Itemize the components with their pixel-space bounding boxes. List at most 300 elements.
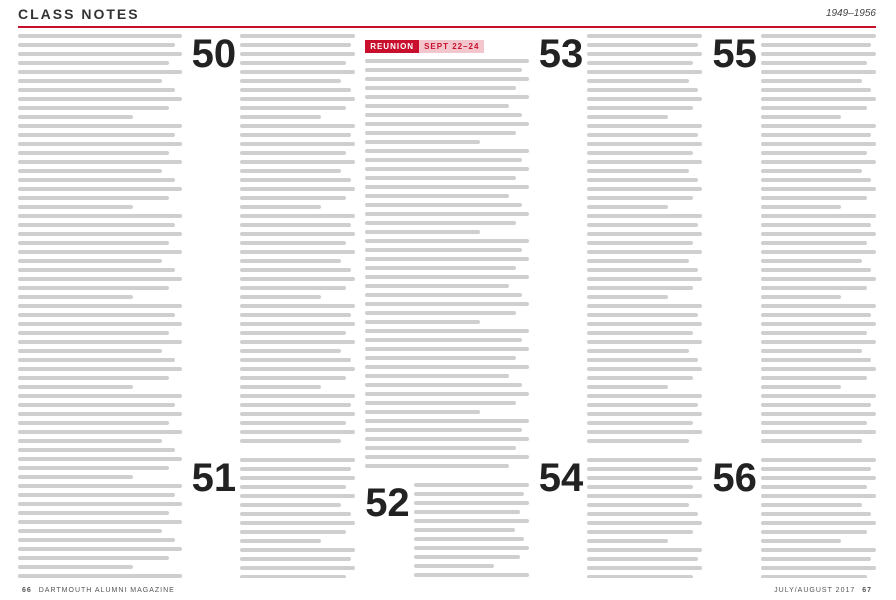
text-line xyxy=(365,401,516,405)
text-line xyxy=(587,178,697,182)
text-line xyxy=(414,537,524,541)
text-line xyxy=(587,304,702,308)
text-line xyxy=(240,331,346,335)
text-line xyxy=(18,304,182,308)
text-line xyxy=(587,403,697,407)
text-line xyxy=(414,546,529,550)
text-line xyxy=(414,519,529,523)
text-line xyxy=(587,503,688,507)
text-line xyxy=(761,512,871,516)
text-line xyxy=(761,331,867,335)
text-line xyxy=(18,430,182,434)
text-line xyxy=(18,97,182,101)
class-entry xyxy=(539,34,703,448)
text-line xyxy=(761,403,871,407)
text-line xyxy=(587,268,697,272)
text-line xyxy=(761,494,876,498)
text-line xyxy=(18,394,182,398)
text-line xyxy=(240,259,341,263)
section-title: CLASS NOTES xyxy=(18,6,140,22)
text-line xyxy=(365,176,516,180)
text-line xyxy=(587,394,702,398)
text-line xyxy=(365,221,516,225)
text-line xyxy=(761,376,867,380)
text-line xyxy=(240,439,341,443)
text-line xyxy=(18,259,162,263)
text-line xyxy=(240,512,350,516)
text-line xyxy=(587,566,702,570)
text-line xyxy=(240,97,355,101)
text-line xyxy=(240,521,355,525)
text-line xyxy=(761,421,867,425)
text-line xyxy=(365,374,509,378)
text-line xyxy=(365,293,522,297)
text-line xyxy=(240,160,355,164)
text-line xyxy=(761,223,871,227)
text-line xyxy=(365,113,522,117)
text-line xyxy=(587,539,668,543)
text-line xyxy=(18,151,169,155)
text-line xyxy=(414,528,515,532)
text-line xyxy=(18,412,182,416)
text-line xyxy=(414,501,529,505)
text-line xyxy=(240,241,346,245)
text-line xyxy=(240,322,355,326)
text-line xyxy=(240,187,355,191)
text-line xyxy=(365,158,522,162)
text-line xyxy=(18,187,182,191)
text-line xyxy=(365,59,529,63)
text-line xyxy=(18,385,133,389)
text-line xyxy=(240,358,350,362)
text-line xyxy=(761,178,871,182)
header-rule xyxy=(18,26,876,28)
text-line xyxy=(587,476,702,480)
text-line xyxy=(240,575,346,578)
text-line xyxy=(414,555,520,559)
text-line xyxy=(240,412,355,416)
text-line xyxy=(587,223,697,227)
text-line xyxy=(240,34,355,38)
text-line xyxy=(365,338,522,342)
text-line xyxy=(587,494,702,498)
text-line xyxy=(18,286,169,290)
text-line xyxy=(365,437,529,441)
text-line xyxy=(365,302,529,306)
text-line xyxy=(761,97,876,101)
text-line xyxy=(18,232,182,236)
text-line xyxy=(761,52,876,56)
text-line xyxy=(761,467,871,471)
text-line xyxy=(18,340,182,344)
text-line xyxy=(18,142,182,146)
text-line xyxy=(18,196,169,200)
text-line xyxy=(365,194,509,198)
text-line xyxy=(587,295,668,299)
text-line xyxy=(240,52,355,56)
class-entry xyxy=(192,458,356,578)
text-line xyxy=(587,485,693,489)
text-line xyxy=(587,421,693,425)
body-text-placeholder xyxy=(240,34,355,448)
text-line xyxy=(761,367,876,371)
text-line xyxy=(414,510,520,514)
class-entry xyxy=(539,458,703,578)
text-line xyxy=(761,142,876,146)
page-number-right: 67 xyxy=(862,587,872,594)
text-line xyxy=(587,133,697,137)
text-line xyxy=(761,277,876,281)
text-line xyxy=(240,430,355,434)
text-line xyxy=(365,419,529,423)
text-line xyxy=(587,52,702,56)
text-line xyxy=(587,512,697,516)
text-line xyxy=(365,365,529,369)
text-line xyxy=(18,277,182,281)
text-line xyxy=(18,520,182,524)
text-line xyxy=(240,277,355,281)
text-line xyxy=(761,43,871,47)
text-line xyxy=(587,124,702,128)
text-line xyxy=(761,61,867,65)
text-line xyxy=(240,214,355,218)
text-line xyxy=(18,160,182,164)
text-line xyxy=(18,565,133,569)
text-line xyxy=(761,187,876,191)
text-line xyxy=(761,566,876,570)
reunion-badge-label: REUNION xyxy=(365,40,419,53)
text-line xyxy=(587,313,697,317)
text-line xyxy=(587,61,693,65)
text-line xyxy=(587,241,693,245)
text-line xyxy=(365,212,529,216)
text-line xyxy=(587,557,697,561)
text-line xyxy=(240,169,341,173)
text-line xyxy=(587,196,693,200)
body-text-placeholder xyxy=(587,458,702,578)
text-line xyxy=(761,349,862,353)
class-year-numeral: 50 xyxy=(191,34,237,76)
text-line xyxy=(761,394,876,398)
text-line xyxy=(240,232,355,236)
body-text-placeholder xyxy=(365,59,529,473)
text-line xyxy=(761,575,867,578)
text-line xyxy=(761,268,871,272)
text-line xyxy=(365,122,529,126)
text-line xyxy=(587,367,702,371)
text-line xyxy=(365,230,480,234)
text-line xyxy=(365,149,529,153)
text-line xyxy=(365,329,529,333)
text-line xyxy=(18,349,162,353)
body-text-placeholder xyxy=(18,34,182,578)
text-line xyxy=(365,140,480,144)
text-line xyxy=(761,34,876,38)
text-line xyxy=(18,52,182,56)
text-line xyxy=(240,268,350,272)
body-text-placeholder xyxy=(587,34,702,448)
text-line xyxy=(240,367,355,371)
year-range: 1949–1956 xyxy=(825,8,876,19)
column-2 xyxy=(192,34,356,578)
text-line xyxy=(240,503,341,507)
text-line xyxy=(18,169,162,173)
text-line xyxy=(587,467,697,471)
text-line xyxy=(18,331,169,335)
text-line xyxy=(365,320,480,324)
text-line xyxy=(414,483,529,487)
text-line xyxy=(240,376,346,380)
text-line xyxy=(761,412,876,416)
text-line xyxy=(587,376,693,380)
text-line xyxy=(365,257,529,261)
text-line xyxy=(240,313,350,317)
text-line xyxy=(18,547,182,551)
text-line xyxy=(587,548,702,552)
text-line xyxy=(240,349,341,353)
text-line xyxy=(18,124,182,128)
text-line xyxy=(761,106,867,110)
text-line xyxy=(18,133,175,137)
text-line xyxy=(365,311,516,315)
text-line xyxy=(761,521,876,525)
class-year-numeral: 56 xyxy=(712,456,757,500)
text-line xyxy=(761,286,867,290)
text-line xyxy=(18,223,175,227)
text-line xyxy=(240,196,346,200)
text-line xyxy=(761,340,876,344)
body-text-placeholder xyxy=(414,483,529,578)
footer-right xyxy=(774,587,876,594)
text-line xyxy=(240,133,350,137)
text-line xyxy=(365,86,516,90)
text-line xyxy=(240,151,346,155)
text-line xyxy=(18,34,182,38)
text-line xyxy=(587,205,668,209)
text-line xyxy=(240,70,355,74)
text-line xyxy=(587,214,702,218)
text-line xyxy=(761,458,876,462)
text-line xyxy=(587,412,702,416)
text-line xyxy=(365,68,522,72)
text-line xyxy=(761,476,876,480)
body-text-placeholder xyxy=(761,34,876,448)
text-line xyxy=(240,178,350,182)
text-line xyxy=(587,322,702,326)
text-line xyxy=(18,457,182,461)
text-line xyxy=(18,493,175,497)
text-line xyxy=(18,241,169,245)
column-1 xyxy=(18,34,182,578)
text-line xyxy=(18,439,162,443)
text-line xyxy=(18,358,175,362)
text-line xyxy=(587,521,702,525)
text-line xyxy=(414,573,529,577)
text-line xyxy=(761,196,867,200)
text-line xyxy=(587,385,668,389)
text-line xyxy=(587,142,702,146)
text-line xyxy=(18,178,175,182)
text-line xyxy=(240,61,346,65)
text-line xyxy=(761,250,876,254)
text-line xyxy=(365,95,529,99)
class-year-numeral: 51 xyxy=(191,456,237,500)
text-line xyxy=(761,151,867,155)
text-line xyxy=(240,340,355,344)
text-line xyxy=(587,97,702,101)
text-line xyxy=(365,275,529,279)
text-line xyxy=(761,259,862,263)
text-line xyxy=(18,376,169,380)
text-line xyxy=(761,115,842,119)
text-line xyxy=(240,566,355,570)
text-line xyxy=(587,458,702,462)
text-line xyxy=(587,430,702,434)
text-line xyxy=(18,322,182,326)
text-line xyxy=(240,295,321,299)
text-line xyxy=(365,356,516,360)
text-line xyxy=(365,104,509,108)
text-line xyxy=(587,250,702,254)
text-line xyxy=(18,268,175,272)
text-line xyxy=(240,115,321,119)
text-line xyxy=(18,43,175,47)
magazine-name: DARTMOUTH ALUMNI MAGAZINE xyxy=(38,587,175,594)
text-line xyxy=(18,88,175,92)
text-line xyxy=(587,575,693,578)
text-line xyxy=(587,151,693,155)
text-line xyxy=(240,421,346,425)
text-line xyxy=(761,439,862,443)
class-year-numeral: 54 xyxy=(538,456,584,500)
text-line xyxy=(365,77,529,81)
text-line xyxy=(240,142,355,146)
text-line xyxy=(587,232,702,236)
text-line xyxy=(240,286,346,290)
text-line xyxy=(240,476,355,480)
text-line xyxy=(761,385,842,389)
text-line xyxy=(761,241,867,245)
text-line xyxy=(365,428,522,432)
text-line xyxy=(365,167,529,171)
text-line xyxy=(761,232,876,236)
text-line xyxy=(761,205,842,209)
text-line xyxy=(761,214,876,218)
text-line xyxy=(18,250,182,254)
text-line xyxy=(240,548,355,552)
text-line xyxy=(587,70,702,74)
text-line xyxy=(587,43,697,47)
text-line xyxy=(587,358,697,362)
text-line xyxy=(240,458,355,462)
text-line xyxy=(587,340,702,344)
text-line xyxy=(18,106,169,110)
text-line xyxy=(365,392,529,396)
text-line xyxy=(761,322,876,326)
text-line xyxy=(18,484,182,488)
text-line xyxy=(414,564,495,568)
text-line xyxy=(18,448,175,452)
text-line xyxy=(365,455,529,459)
class-entry xyxy=(712,34,876,448)
text-line xyxy=(240,403,350,407)
text-line xyxy=(761,358,871,362)
text-line xyxy=(365,284,509,288)
column-5 xyxy=(712,34,876,578)
text-line xyxy=(587,439,688,443)
text-line xyxy=(365,383,522,387)
text-line xyxy=(365,347,529,351)
text-line xyxy=(587,277,702,281)
text-line xyxy=(18,403,175,407)
text-columns xyxy=(18,34,876,578)
text-line xyxy=(18,295,133,299)
reunion-badge-dates: SEPT 22–24 xyxy=(419,40,484,53)
text-line xyxy=(761,503,862,507)
text-line xyxy=(761,485,867,489)
text-line xyxy=(240,106,346,110)
issue-date: JULY/AUGUST 2017 xyxy=(774,587,856,594)
text-line xyxy=(365,410,480,414)
text-line xyxy=(761,79,862,83)
text-line xyxy=(587,106,693,110)
body-text-placeholder xyxy=(240,458,355,578)
text-line xyxy=(761,160,876,164)
text-line xyxy=(240,557,350,561)
text-line xyxy=(240,539,321,543)
body-text-placeholder xyxy=(761,458,876,578)
text-line xyxy=(18,61,169,65)
text-line xyxy=(587,187,702,191)
text-line xyxy=(240,485,346,489)
text-line xyxy=(365,248,522,252)
class-entry xyxy=(365,483,529,578)
class-entry xyxy=(192,34,356,448)
text-line xyxy=(18,367,182,371)
text-line xyxy=(18,502,182,506)
text-line xyxy=(761,70,876,74)
text-line xyxy=(18,529,162,533)
text-line xyxy=(365,131,516,135)
text-line xyxy=(240,43,350,47)
text-line xyxy=(761,530,867,534)
text-line xyxy=(761,539,842,543)
text-line xyxy=(414,492,524,496)
text-line xyxy=(761,304,876,308)
text-line xyxy=(587,160,702,164)
text-line xyxy=(365,203,522,207)
text-line xyxy=(240,494,355,498)
text-line xyxy=(18,70,182,74)
text-line xyxy=(587,115,668,119)
text-line xyxy=(587,169,688,173)
class-entry xyxy=(712,458,876,578)
text-line xyxy=(18,511,169,515)
text-line xyxy=(240,223,350,227)
text-line xyxy=(587,331,693,335)
text-line xyxy=(587,79,688,83)
text-line xyxy=(587,34,702,38)
text-line xyxy=(240,304,355,308)
text-line xyxy=(240,205,321,209)
text-line xyxy=(240,530,346,534)
text-line xyxy=(761,133,871,137)
class-entry xyxy=(18,34,182,578)
class-entry xyxy=(365,34,529,473)
column-4 xyxy=(539,34,703,578)
class-year-numeral: 55 xyxy=(712,34,757,76)
class-year-numeral: 52 xyxy=(365,481,410,525)
